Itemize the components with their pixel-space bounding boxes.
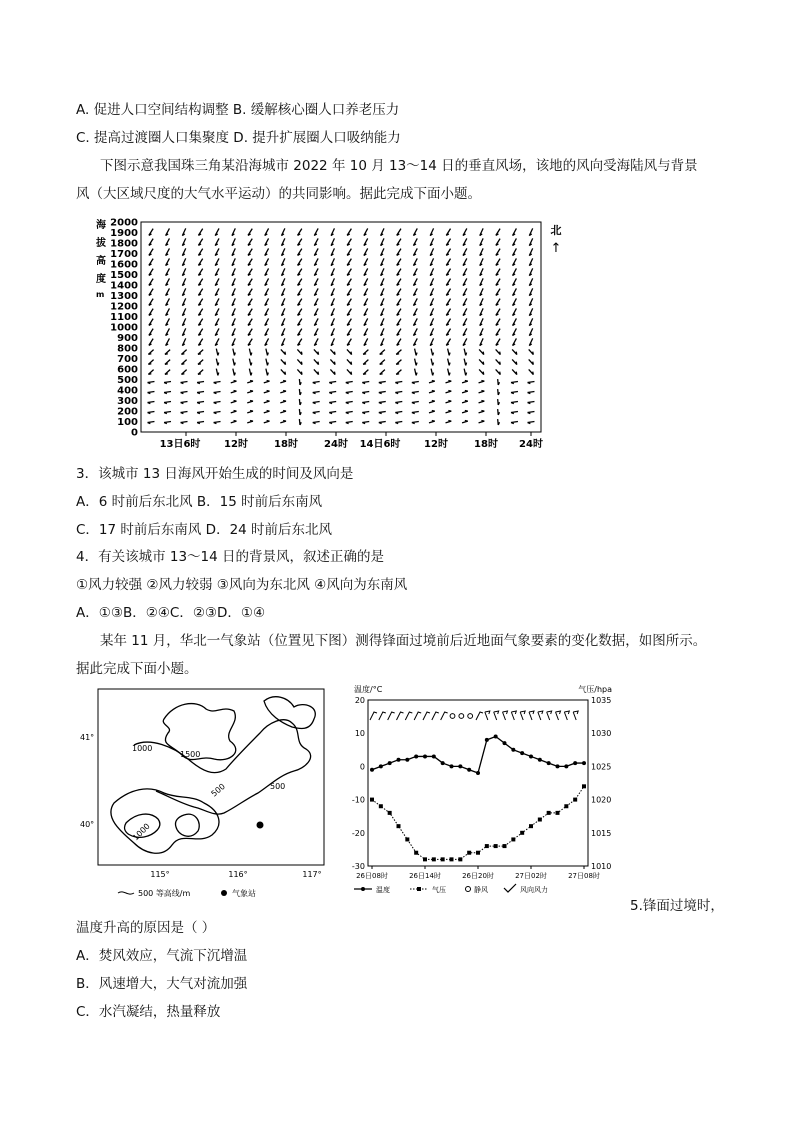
wind-arrow-head <box>198 364 201 365</box>
topo-map <box>74 685 336 905</box>
wind-arrow-head <box>516 362 517 365</box>
temperature-point <box>564 764 568 768</box>
wind-arrow-head <box>448 380 451 381</box>
wind-y-tick: 2000 <box>110 217 138 229</box>
wind-arrow-head <box>283 390 286 391</box>
pressure-point <box>503 844 507 848</box>
wind-x-tick: 18时 <box>474 439 498 450</box>
wind-ylabel-char: 高 <box>96 256 106 267</box>
wind-arrow-head <box>533 352 534 355</box>
wind-y-tick: 200 <box>117 406 138 418</box>
temperature-point <box>467 768 471 772</box>
wind-arrow-head <box>351 362 352 365</box>
chart-y-tick: 0 <box>359 762 365 772</box>
wind-arrow-head <box>165 354 168 355</box>
wind-arrow-head <box>234 363 235 366</box>
wind-y-tick: 1500 <box>110 270 138 281</box>
pressure-point <box>547 811 551 815</box>
wind-barb-symbol <box>529 711 534 720</box>
wind-x-tick: 24时 <box>519 439 543 450</box>
north-label: 北 <box>550 224 562 237</box>
wind-y-tick: 800 <box>117 343 138 355</box>
calm-wind-symbol <box>468 714 473 719</box>
chart-y2label: 气压/hpa <box>578 685 612 694</box>
wind-ylabel <box>95 218 107 299</box>
wind-y-tick: 700 <box>117 354 138 365</box>
chart-y-tick: 20 <box>354 696 365 705</box>
wind-arrow-head <box>449 353 450 356</box>
pressure-point <box>423 857 427 861</box>
temperature-point <box>450 764 454 768</box>
temperature-point <box>520 751 524 755</box>
pressure-point <box>494 844 498 848</box>
wind-y-tick: 1100 <box>110 312 138 323</box>
chart-y2-tick: 1010 <box>591 862 612 871</box>
wind-arrow-head <box>250 420 253 421</box>
chart-y2-tick: 1030 <box>591 729 612 739</box>
wind-barb-symbol <box>476 712 483 720</box>
wind-arrow-head <box>283 400 286 401</box>
wind-arrow-head <box>380 364 383 365</box>
wind-arrow-head <box>301 352 302 355</box>
wind-arrow-head <box>318 372 319 375</box>
wind-barb-symbol <box>397 712 404 720</box>
wind-arrow-head <box>483 352 484 355</box>
wind-arrow-head <box>165 364 168 365</box>
pressure-point <box>379 804 383 808</box>
pressure-point <box>529 824 533 828</box>
wind-arrow-head <box>301 362 302 365</box>
wind-arrow-head <box>483 362 484 365</box>
wind-arrow-head <box>181 364 184 365</box>
wind-arrow-head <box>500 352 501 355</box>
temperature-point <box>414 754 418 758</box>
contour-label: 1000 <box>132 744 153 753</box>
wind-arrow-head <box>267 373 268 376</box>
wind-arrow-head <box>465 420 468 421</box>
wind-arrow-head <box>465 390 468 391</box>
wind-arrow-head <box>351 372 352 375</box>
wind-barb-symbol <box>520 711 525 720</box>
wind-arrow-head <box>533 372 534 375</box>
intro-2-line-2: 据此完成下面小题。 <box>76 661 198 677</box>
wind-barb-symbol <box>405 712 412 720</box>
wind-arrow-head <box>267 390 270 391</box>
q3-options-cd: C．17 时前后东南风 D．24 时前后东北风 <box>76 522 333 538</box>
wind-arrow-head <box>165 374 168 375</box>
wind-arrow-head <box>466 353 467 356</box>
pressure-point <box>432 857 436 861</box>
wind-y-tick: 0 <box>131 427 138 439</box>
wind-arrow-head <box>481 420 484 421</box>
q3-stem: 3．该城市 13 日海风开始生成的时间及风向是 <box>76 466 354 482</box>
wind-arrow-head <box>416 373 417 376</box>
wind-arrow-head <box>334 352 335 355</box>
wind-x-tick: 24时 <box>324 439 348 450</box>
wind-arrow-head <box>318 352 319 355</box>
wind-arrow-head <box>481 390 484 391</box>
wind-arrow-head <box>234 353 235 356</box>
wind-arrow-head <box>251 363 252 366</box>
wind-x-tick: 12时 <box>424 439 448 450</box>
temperature-point <box>458 764 462 768</box>
pressure-point <box>458 857 462 861</box>
wind-arrow-head <box>234 380 237 381</box>
wind-x-ticks <box>160 432 543 450</box>
wind-arrow-head <box>466 363 467 366</box>
chart-y-tick: -30 <box>351 862 365 871</box>
wind-x-tick: 18时 <box>274 439 298 450</box>
legend-calm: 静风 <box>474 886 488 894</box>
wind-barb-symbol <box>423 712 430 720</box>
wind-arrow-head <box>218 363 219 366</box>
wind-y-tick: 1600 <box>110 259 138 271</box>
wind-barb-symbol <box>432 712 439 720</box>
wind-arrow-head <box>465 410 468 411</box>
wind-arrow-head <box>363 354 366 355</box>
wind-barb-symbol <box>494 711 499 720</box>
wind-arrow-head <box>251 353 252 356</box>
wind-arrow-head <box>432 380 435 381</box>
chart-ylabel: 温度/°C <box>354 685 383 694</box>
wind-arrow-head <box>250 410 253 411</box>
chart-x-tick: 26日14时 <box>409 872 441 880</box>
chart-series <box>370 735 586 862</box>
chart-wind-symbols <box>370 711 578 720</box>
lat-label: 40° <box>80 820 95 829</box>
wind-y-tick: 300 <box>117 396 138 407</box>
wind-arrow-head <box>500 372 501 375</box>
wind-x-tick: 12时 <box>224 439 248 450</box>
temperature-point <box>405 758 409 762</box>
wind-y-tick: 1300 <box>110 291 138 302</box>
wind-arrow-head <box>380 374 383 375</box>
q5-stem-part-1: 5.锋面过境时， <box>630 898 724 914</box>
lat-label: 41° <box>80 733 95 742</box>
wind-arrow-head <box>285 362 286 365</box>
contour-label: 500 <box>209 781 227 799</box>
pressure-point <box>405 837 409 841</box>
wind-arrow-head <box>416 353 417 356</box>
wind-y-ticks <box>110 218 138 439</box>
temp-pressure-chart <box>344 680 622 900</box>
wind-arrow-head <box>285 352 286 355</box>
wind-arrow-head <box>448 410 451 411</box>
wind-arrow-head <box>516 352 517 355</box>
wind-arrow-head <box>433 373 434 376</box>
wind-arrow-head <box>267 420 270 421</box>
wind-arrow-head <box>301 372 302 375</box>
wind-arrow-head <box>283 410 286 411</box>
wind-barb-symbol <box>573 711 578 720</box>
q4-stem: 4．有关该城市 13～14 日的背景风，叙述正确的是 <box>76 549 385 565</box>
wind-arrow-head <box>432 410 435 411</box>
map-legend <box>118 888 256 898</box>
wind-arrow-head <box>318 362 319 365</box>
wind-y-tick: 900 <box>117 333 138 344</box>
pressure-line <box>372 786 584 859</box>
wind-arrow-head <box>465 380 468 381</box>
temperature-point <box>538 758 542 762</box>
wind-y-tick: 1000 <box>110 322 138 334</box>
chart-y2-ticks <box>591 696 611 871</box>
contour-label: 1000 <box>131 821 152 843</box>
wind-arrow-head <box>267 410 270 411</box>
wind-barb-symbol <box>370 712 377 720</box>
pressure-point <box>467 851 471 855</box>
wind-arrow-head <box>396 354 399 355</box>
q5-stem-part-2: 温度升高的原因是（ ） <box>76 920 216 936</box>
chart-x-ticks <box>356 866 600 880</box>
pressure-point <box>441 857 445 861</box>
wind-arrow-head <box>234 420 237 421</box>
chart-y2-tick: 1020 <box>591 795 612 805</box>
wind-arrow-head <box>148 374 151 375</box>
wind-arrow-head <box>466 373 467 376</box>
chart-x-tick: 26日08时 <box>356 872 388 880</box>
temperature-point <box>397 758 401 762</box>
wind-arrow-head <box>481 410 484 411</box>
pressure-point <box>564 804 568 808</box>
temperature-point <box>432 754 436 758</box>
wind-y-tick: 1900 <box>110 228 138 239</box>
pressure-point <box>538 818 542 822</box>
contour-legend-icon <box>118 892 134 894</box>
wind-barb-symbol <box>503 711 508 720</box>
pressure-point <box>520 831 524 835</box>
legend-wind: 风向风力 <box>520 886 548 894</box>
wind-arrow-head <box>481 400 484 401</box>
wind-barb-symbol <box>379 712 386 720</box>
wind-y-tick: 600 <box>117 364 138 376</box>
q5-option-c: C．水汽凝结，热量释放 <box>76 1004 221 1020</box>
chart-y2-tick: 1015 <box>591 828 612 838</box>
chart-x-tick: 26日20时 <box>462 872 494 880</box>
intro-1-line-2: 风（大区域尺度的大气水平运动）的共同影响。据此完成下面小题。 <box>76 186 481 202</box>
wind-arrow-head <box>396 374 399 375</box>
pressure-point <box>582 784 586 788</box>
wind-arrow-head <box>432 420 435 421</box>
pressure-point <box>414 851 418 855</box>
wind-y-tick: 1700 <box>110 249 138 260</box>
wind-arrow-head <box>448 390 451 391</box>
wind-arrow-head <box>449 373 450 376</box>
q4-items: ①风力较强 ②风力较弱 ③风向为东北风 ④风向为东南风 <box>76 577 408 593</box>
pressure-point <box>485 844 489 848</box>
pressure-point <box>370 798 374 802</box>
wind-x-tick: 14日6时 <box>359 439 401 450</box>
wind-arrow-head <box>234 390 237 391</box>
wind-arrow-head <box>181 354 184 355</box>
north-arrow-icon: ↑ <box>550 241 562 256</box>
wind-arrow-head <box>448 400 451 401</box>
prev-options-line-1: A. 促进人口空间结构调整 B. 缓解核心圈人口养老压力 <box>76 102 400 118</box>
wind-arrow-head <box>234 373 235 376</box>
wind-arrow-head <box>433 353 434 356</box>
chart-y2-tick: 1035 <box>591 696 612 705</box>
wind-arrow-head <box>481 380 484 381</box>
wind-barb-symbol <box>388 712 395 720</box>
contour-label: 1500 <box>180 750 201 759</box>
prev-options-line-2: C. 提高过渡圈人口集聚度 D. 提升扩展圈人口吸纳能力 <box>76 130 401 146</box>
wind-arrow-head <box>250 400 253 401</box>
pressure-point <box>450 857 454 861</box>
map-frame <box>98 689 324 865</box>
wind-arrow-head <box>363 374 366 375</box>
wind-field-figure <box>86 212 576 452</box>
wind-arrow-head <box>148 364 151 365</box>
wind-arrow-head <box>334 362 335 365</box>
wind-arrow-head <box>267 353 268 356</box>
chart-frame <box>368 700 588 866</box>
temperature-point <box>573 761 577 765</box>
wind-arrow-head <box>334 372 335 375</box>
intro-2-line-1: 某年 11 月，华北一气象站（位置见下图）测得锋面过境前后近地面气象要素的变化数据，如图所示。 <box>100 633 707 649</box>
wind-barb-symbol <box>441 712 448 720</box>
wind-barb-symbol <box>511 711 516 720</box>
wind-arrow-head <box>396 364 399 365</box>
wind-x-tick: 13日6时 <box>159 439 201 450</box>
temperature-point <box>370 768 374 772</box>
q5-option-b: B．风速增大，大气对流加强 <box>76 976 248 992</box>
wind-arrow-head <box>218 373 219 376</box>
wind-arrow-head <box>251 373 252 376</box>
chart-y-tick: -10 <box>351 795 365 805</box>
wind-y-tick: 1400 <box>110 280 138 292</box>
pressure-point <box>573 798 577 802</box>
q4-options: A．①③B．②④C．②③D．①④ <box>76 605 266 621</box>
legend-station: 气象站 <box>232 889 256 898</box>
contour-label: 500 <box>270 782 286 791</box>
wind-arrow-head <box>234 400 237 401</box>
chart-x-tick: 27日02时 <box>515 872 547 880</box>
temperature-point <box>441 761 445 765</box>
temperature-point <box>556 764 560 768</box>
chart-y-tick: 10 <box>354 729 365 739</box>
station-legend-icon <box>221 890 227 896</box>
wind-arrow-head <box>285 372 286 375</box>
pressure-point <box>388 811 392 815</box>
wind-arrow-head <box>449 363 450 366</box>
wind-arrow-head <box>465 400 468 401</box>
chart-y2-tick: 1025 <box>591 762 612 772</box>
temperature-point <box>503 741 507 745</box>
wind-barb-symbol <box>556 711 561 720</box>
pressure-point <box>476 851 480 855</box>
q5-option-a: A．焚风效应，气流下沉增温 <box>76 948 248 964</box>
wind-barb-symbol <box>414 712 421 720</box>
wind-arrow-head <box>363 364 366 365</box>
map-lat-labels <box>80 733 94 829</box>
q3-options-ab: A．6 时前后东北风 B．15 时前后东南风 <box>76 494 323 510</box>
wind-barb-symbol <box>547 711 552 720</box>
temperature-point <box>379 764 383 768</box>
wind-arrow-head <box>416 363 417 366</box>
temperature-point <box>388 761 392 765</box>
wind-y-tick: 400 <box>117 385 138 397</box>
wind-y-tick: 1800 <box>110 238 138 250</box>
wind-arrow-head <box>500 362 501 365</box>
wind-arrow-head <box>234 410 237 411</box>
calm-wind-symbol <box>450 714 455 719</box>
temperature-point <box>494 735 498 739</box>
legend-pressure: 气压 <box>432 886 446 894</box>
wind-barb-symbol <box>485 711 490 720</box>
wind-arrow-head <box>198 374 201 375</box>
wind-arrow-head <box>448 420 451 421</box>
wind-arrow-head <box>380 354 383 355</box>
lon-label: 116° <box>228 870 248 879</box>
weather-station-marker <box>257 822 264 829</box>
temperature-point <box>582 761 586 765</box>
temperature-point <box>511 748 515 752</box>
legend-contour: 500 等高线/m <box>138 889 191 898</box>
wind-y-tick: 100 <box>117 417 138 428</box>
wind-ylabel-char: 度 <box>96 274 106 285</box>
wind-arrow-head <box>250 390 253 391</box>
pressure-point <box>556 811 560 815</box>
wind-y-tick: 500 <box>117 375 138 386</box>
intro-1-line-1: 下图示意我国珠三角某沿海城市 2022 年 10 月 13～14 日的垂直风场，该地的风向受海陆风与背景 <box>100 158 698 174</box>
wind-arrow-head <box>218 353 219 356</box>
wind-ylabel-char: 海 <box>96 220 106 231</box>
temperature-point <box>529 754 533 758</box>
wind-arrow-head <box>267 380 270 381</box>
wind-arrow-head <box>148 354 151 355</box>
temperature-point <box>476 771 480 775</box>
legend-temperature: 温度 <box>376 886 390 894</box>
lon-label: 115° <box>150 870 170 879</box>
temperature-point <box>547 761 551 765</box>
pressure-point <box>397 824 401 828</box>
wind-arrow-head <box>483 372 484 375</box>
map-lon-labels <box>150 870 321 879</box>
wind-barb-symbol <box>564 711 569 720</box>
wind-arrows <box>148 228 535 425</box>
wind-arrow-head <box>516 372 517 375</box>
chart-x-tick: 27日08时 <box>568 872 600 880</box>
lon-label: 117° <box>302 870 322 879</box>
chart-legend <box>354 884 548 894</box>
temperature-line <box>372 737 584 774</box>
temperature-point <box>485 738 489 742</box>
pressure-point <box>511 837 515 841</box>
wind-arrow-head <box>267 400 270 401</box>
wind-arrow-head <box>267 363 268 366</box>
wind-arrow-head <box>433 363 434 366</box>
wind-arrow-head <box>432 400 435 401</box>
wind-y-tick: 1200 <box>110 301 138 313</box>
wind-arrow-head <box>181 374 184 375</box>
chart-y-ticks <box>352 696 365 871</box>
wind-arrow-head <box>351 352 352 355</box>
wind-arrow-head <box>533 362 534 365</box>
wind-arrow-head <box>283 420 286 421</box>
wind-ylabel-char: m <box>96 290 105 299</box>
wind-arrow-head <box>198 354 201 355</box>
calm-wind-symbol <box>459 714 464 719</box>
wind-barb-symbol <box>538 711 543 720</box>
wind-arrow-head <box>250 380 253 381</box>
chart-y-tick: -20 <box>351 828 365 838</box>
wind-arrow-head <box>283 380 286 381</box>
temperature-point <box>423 754 427 758</box>
wind-ylabel-char: 拔 <box>96 238 106 249</box>
wind-arrow-head <box>432 390 435 391</box>
